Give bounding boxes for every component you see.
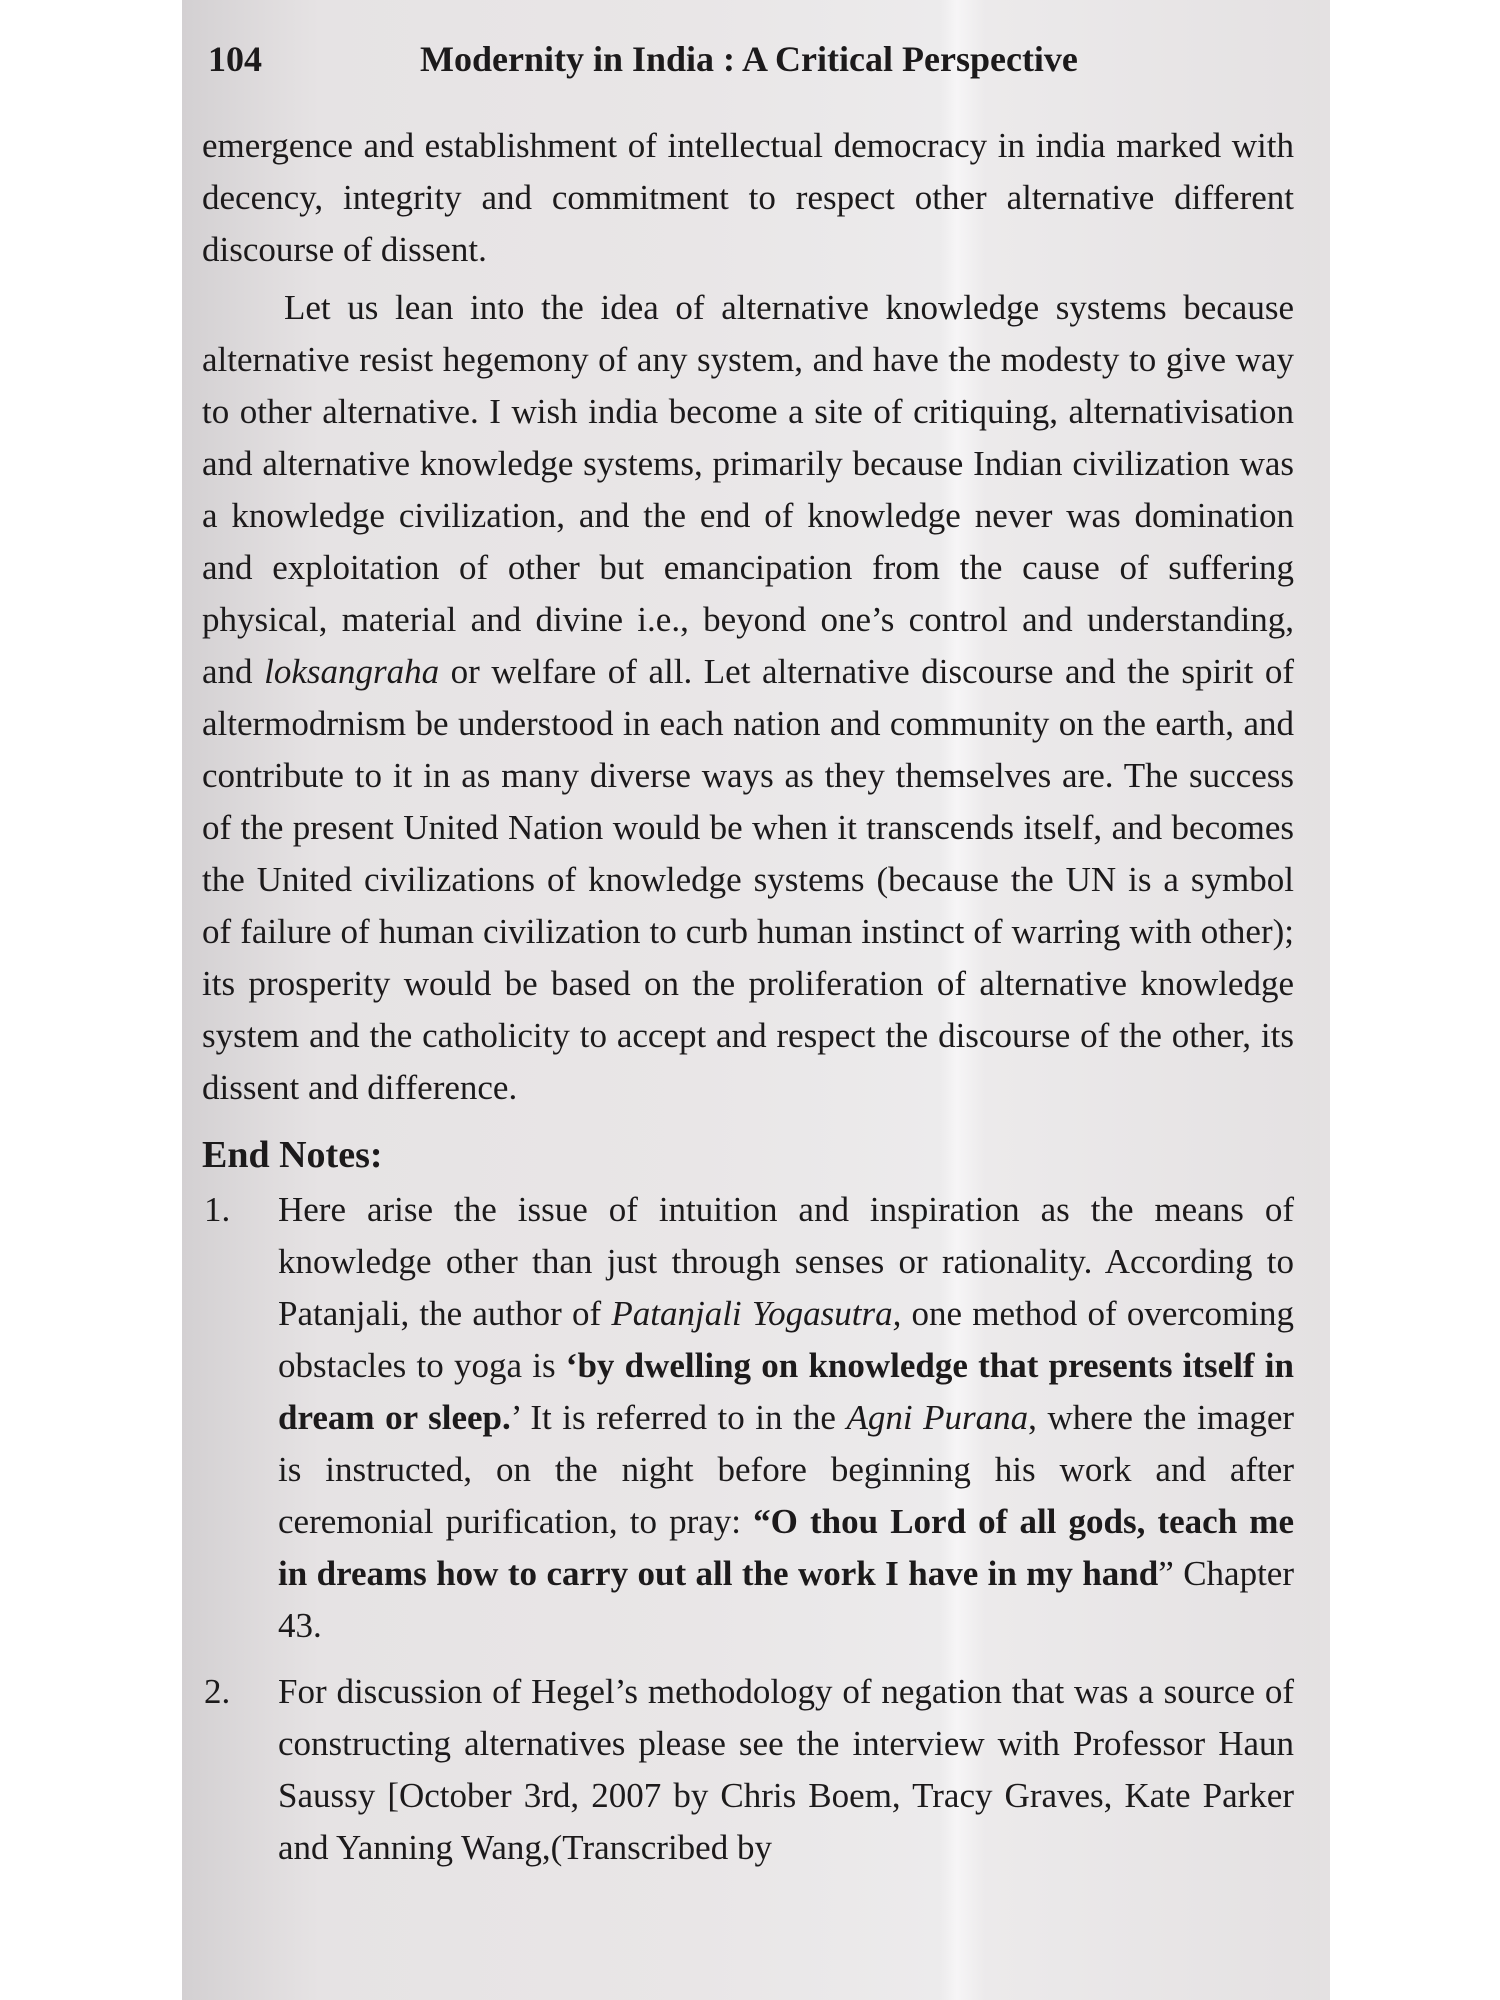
bold-quote: “O thou Lord of all gods, teach me in dreams how to carry out all the work I have in my hand [278, 1502, 1294, 1593]
running-title: Modernity in India : A Critical Perspective [420, 39, 1078, 79]
body-text [202, 120, 1334, 1874]
italic-title: Patanjali Yogasutra, [611, 1294, 902, 1333]
endnote-number: 2. [204, 1672, 231, 1711]
endnote-text: For discussion of Hegel’s methodology of negation that was a source of constructing alternatives please see the interview with Professor Haun Saussy [October 3rd, 2007 by Chris Boem, Tracy Graves, Kate Parker and Yanning Wang,(Transcribed by [278, 1672, 1294, 1867]
endnote-text: Here arise the issue of intuition and inspiration as the means of knowledge other than just through senses or rationality. According to Patanjali, the author of [278, 1190, 1294, 1333]
endnote-text: , where the imager is instructed, on the night before beginning his work and after ceremonial purification, to pray: [278, 1398, 1295, 1541]
endnotes-heading: End Notes: [202, 1134, 383, 1176]
page-number: 104 [208, 39, 262, 79]
bold-quote: ‘by dwelling on knowledge that presents itself in dream or sleep. [278, 1346, 1294, 1437]
page-header [208, 38, 1228, 84]
paragraph-text-part: or welfare of all. Let alternative discourse and the spirit of altermodrnism be understood in each nation and community on the earth, and contribute to it in as many diverse ways as they themselves are. The success of the present United Nation would be when it transcends itself, and becomes the United civilizations of knowledge systems (because the UN is a symbol of failure of human civilization to curb human instinct of warring with other); its prosperity would be based on the proliferation of alternative knowledge system and the catholicity to accept and respect the discourse of the other, its dissent and difference. [202, 652, 1294, 1107]
endnote-text: ” Chapter 43. [278, 1554, 1295, 1645]
paragraph-continuation: emergence and establishment of intellectual democracy in india marked with decency, integrity and commitment to respect other alternative different discourse of dissent. [202, 126, 1294, 269]
paragraph-alternative-knowledge [202, 282, 1334, 1114]
endnote-text: ’ It is referred to in the [510, 1398, 847, 1437]
endnote-1 [202, 1184, 1334, 1652]
endnote-2 [202, 1666, 1334, 1874]
italic-term: loksangraha [264, 652, 440, 691]
italic-title: Agni Purana [846, 1398, 1029, 1437]
endnote-text: one method of overcoming obstacles to yoga is [278, 1294, 1294, 1385]
paragraph-text-part: Let us lean into the idea of alternative knowledge systems because alternative resist hegemony of any system, and have the modesty to give way to other alternative. I wish india become a site of critiquing, alternativisation and alternative knowledge systems, primarily because Indian civilization was a knowledge civilization, and the end of knowledge never was domination and exploitation of other but emancipation from the cause of suffering physical, material and divine i.e., beyond one’s control and understanding, and [202, 288, 1294, 691]
book-page [182, 0, 1330, 2000]
endnote-number: 1. [204, 1190, 231, 1229]
